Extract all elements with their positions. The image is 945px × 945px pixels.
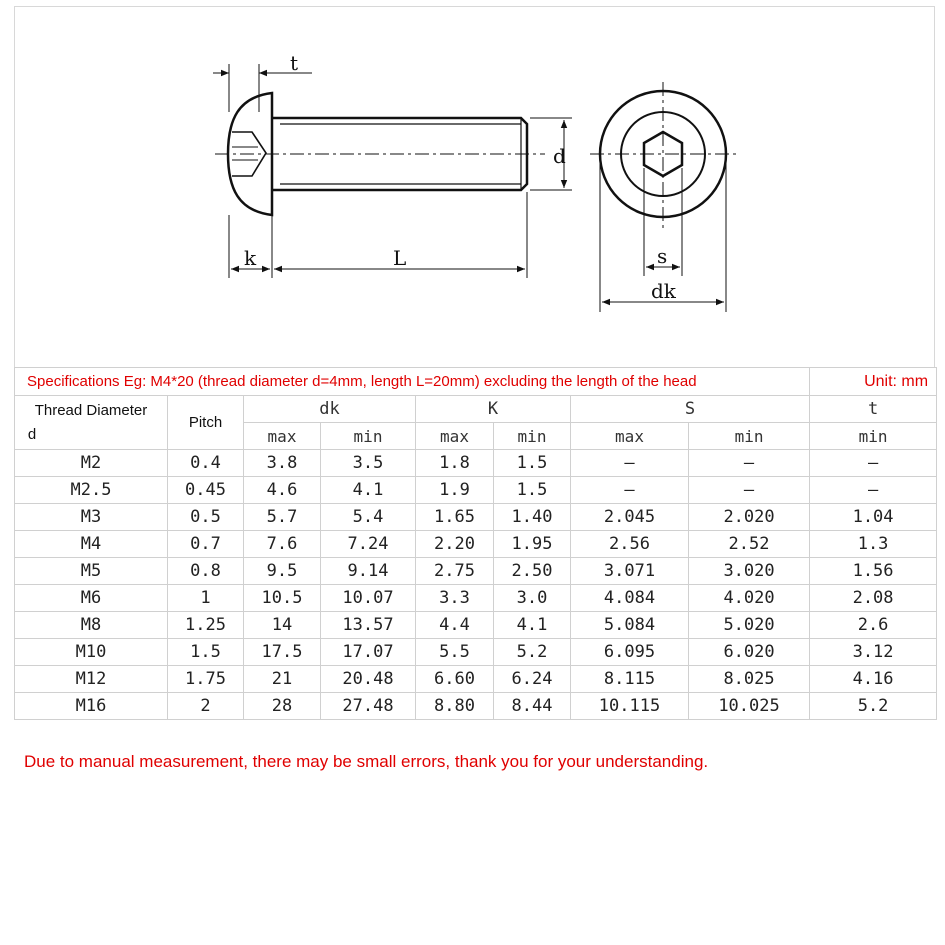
s-min-cell: – xyxy=(689,477,810,504)
thread-diameter-symbol: d xyxy=(27,425,37,443)
k-min-cell: 3.0 xyxy=(494,585,571,612)
s-max-cell: 6.095 xyxy=(571,639,689,666)
k-max-cell: 3.3 xyxy=(416,585,494,612)
table-row xyxy=(15,639,937,666)
k-max-cell: 1.65 xyxy=(416,504,494,531)
thread-size-cell: M10 xyxy=(15,639,168,666)
dk-header: dk xyxy=(244,396,416,423)
s-max-cell: 4.084 xyxy=(571,585,689,612)
t-min-cell: 3.12 xyxy=(810,639,937,666)
k-max-header: max xyxy=(416,423,494,450)
table-row xyxy=(15,693,937,720)
s-min-cell: – xyxy=(689,450,810,477)
k-max-cell: 1.8 xyxy=(416,450,494,477)
s-min-header: min xyxy=(689,423,810,450)
dk-min-cell: 3.5 xyxy=(321,450,416,477)
pitch-cell: 2 xyxy=(168,693,244,720)
table-row xyxy=(15,477,937,504)
k-max-cell: 8.80 xyxy=(416,693,494,720)
dk-max-cell: 9.5 xyxy=(244,558,321,585)
s-min-cell: 2.020 xyxy=(689,504,810,531)
k-min-cell: 5.2 xyxy=(494,639,571,666)
table-row xyxy=(15,531,937,558)
thread-diameter-label: Thread Diameter xyxy=(34,401,148,419)
front-view xyxy=(590,82,740,312)
dim-label-k: k xyxy=(244,246,257,270)
dk-min-cell: 27.48 xyxy=(321,693,416,720)
header-row xyxy=(15,396,937,423)
s-min-cell: 5.020 xyxy=(689,612,810,639)
thread-size-cell: M12 xyxy=(15,666,168,693)
dk-min-cell: 17.07 xyxy=(321,639,416,666)
dk-min-cell: 5.4 xyxy=(321,504,416,531)
t-min-cell: 1.3 xyxy=(810,531,937,558)
pitch-cell: 1.25 xyxy=(168,612,244,639)
k-min-cell: 6.24 xyxy=(494,666,571,693)
t-header: t xyxy=(810,396,937,423)
k-min-cell: 1.5 xyxy=(494,477,571,504)
k-max-cell: 5.5 xyxy=(416,639,494,666)
k-max-cell: 2.75 xyxy=(416,558,494,585)
thread-diameter-header xyxy=(15,396,168,450)
s-max-cell: – xyxy=(571,450,689,477)
k-max-cell: 1.9 xyxy=(416,477,494,504)
dim-label-t: t xyxy=(290,51,299,75)
s-min-cell: 6.020 xyxy=(689,639,810,666)
dk-max-cell: 4.6 xyxy=(244,477,321,504)
s-min-cell: 8.025 xyxy=(689,666,810,693)
dim-label-L: L xyxy=(393,246,407,270)
t-min-cell: 5.2 xyxy=(810,693,937,720)
pitch-cell: 1.75 xyxy=(168,666,244,693)
dk-max-cell: 3.8 xyxy=(244,450,321,477)
pitch-cell: 0.5 xyxy=(168,504,244,531)
dk-max-cell: 5.7 xyxy=(244,504,321,531)
table-row xyxy=(15,612,937,639)
t-min-cell: 2.6 xyxy=(810,612,937,639)
dim-label-d: d xyxy=(553,144,566,168)
t-min-cell: – xyxy=(810,477,937,504)
dk-max-cell: 7.6 xyxy=(244,531,321,558)
k-max-cell: 2.20 xyxy=(416,531,494,558)
table-row xyxy=(15,504,937,531)
t-min-header: min xyxy=(810,423,937,450)
caption-row xyxy=(15,368,937,396)
dk-max-cell: 10.5 xyxy=(244,585,321,612)
k-min-header: min xyxy=(494,423,571,450)
k-max-cell: 4.4 xyxy=(416,612,494,639)
pitch-cell: 0.45 xyxy=(168,477,244,504)
table-row xyxy=(15,585,937,612)
thread-size-cell: M16 xyxy=(15,693,168,720)
k-header: K xyxy=(416,396,571,423)
t-min-cell: 1.04 xyxy=(810,504,937,531)
pitch-header: Pitch xyxy=(168,396,244,450)
thread-size-cell: M5 xyxy=(15,558,168,585)
thread-size-cell: M8 xyxy=(15,612,168,639)
table-row xyxy=(15,450,937,477)
k-min-cell: 1.95 xyxy=(494,531,571,558)
thread-size-cell: M2.5 xyxy=(15,477,168,504)
t-min-cell: – xyxy=(810,450,937,477)
s-max-cell: 3.071 xyxy=(571,558,689,585)
dk-min-cell: 13.57 xyxy=(321,612,416,639)
pitch-cell: 0.8 xyxy=(168,558,244,585)
k-min-cell: 2.50 xyxy=(494,558,571,585)
pitch-cell: 0.4 xyxy=(168,450,244,477)
screw-technical-drawing xyxy=(0,0,945,370)
pitch-cell: 1 xyxy=(168,585,244,612)
dk-min-cell: 9.14 xyxy=(321,558,416,585)
spec-caption: Specifications Eg: M4*20 (thread diameter d=4mm, length L=20mm) excluding the length of the head xyxy=(15,368,810,396)
dk-max-cell: 14 xyxy=(244,612,321,639)
s-header: S xyxy=(571,396,810,423)
s-max-cell: 5.084 xyxy=(571,612,689,639)
dk-min-header: min xyxy=(321,423,416,450)
dk-max-cell: 21 xyxy=(244,666,321,693)
table-row xyxy=(15,558,937,585)
thread-size-cell: M4 xyxy=(15,531,168,558)
s-max-header: max xyxy=(571,423,689,450)
thread-size-cell: M3 xyxy=(15,504,168,531)
k-max-cell: 6.60 xyxy=(416,666,494,693)
dk-max-cell: 28 xyxy=(244,693,321,720)
s-max-cell: 8.115 xyxy=(571,666,689,693)
dim-label-dk: dk xyxy=(651,279,676,303)
t-min-cell: 2.08 xyxy=(810,585,937,612)
thread-size-cell: M6 xyxy=(15,585,168,612)
dk-min-cell: 4.1 xyxy=(321,477,416,504)
s-max-cell: 10.115 xyxy=(571,693,689,720)
t-min-cell: 4.16 xyxy=(810,666,937,693)
s-max-cell: 2.045 xyxy=(571,504,689,531)
s-min-cell: 3.020 xyxy=(689,558,810,585)
thread-size-cell: M2 xyxy=(15,450,168,477)
k-min-cell: 8.44 xyxy=(494,693,571,720)
s-min-cell: 4.020 xyxy=(689,585,810,612)
unit-label: Unit: mm xyxy=(810,368,937,396)
pitch-cell: 1.5 xyxy=(168,639,244,666)
measurement-note: Due to manual measurement, there may be small errors, thank you for your understanding. xyxy=(24,752,709,771)
dk-min-cell: 10.07 xyxy=(321,585,416,612)
dk-max-header: max xyxy=(244,423,321,450)
t-min-cell: 1.56 xyxy=(810,558,937,585)
spec-table xyxy=(14,367,937,720)
s-min-cell: 10.025 xyxy=(689,693,810,720)
k-min-cell: 4.1 xyxy=(494,612,571,639)
pitch-cell: 0.7 xyxy=(168,531,244,558)
k-min-cell: 1.40 xyxy=(494,504,571,531)
table-row xyxy=(15,666,937,693)
dk-min-cell: 20.48 xyxy=(321,666,416,693)
s-max-cell: – xyxy=(571,477,689,504)
data-rows xyxy=(15,450,937,720)
s-min-cell: 2.52 xyxy=(689,531,810,558)
s-max-cell: 2.56 xyxy=(571,531,689,558)
k-min-cell: 1.5 xyxy=(494,450,571,477)
dk-max-cell: 17.5 xyxy=(244,639,321,666)
dk-min-cell: 7.24 xyxy=(321,531,416,558)
dim-label-s: s xyxy=(657,244,668,268)
